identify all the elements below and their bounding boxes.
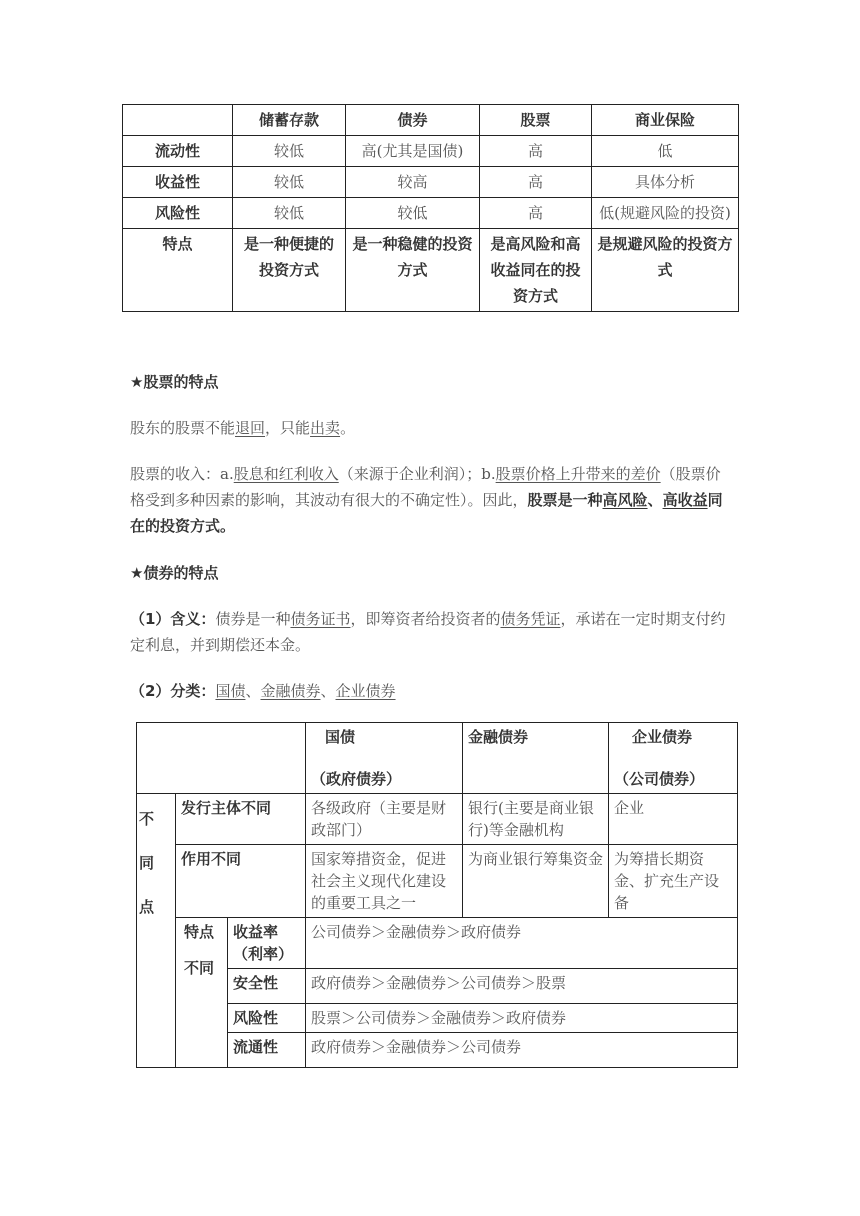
text: （来源于企业利润）；b. (338, 465, 496, 483)
emphasis: 、 (647, 491, 663, 509)
table-cell: 政府债券＞金融债券＞公司债券 (306, 1033, 738, 1068)
table-cell: 高 (480, 167, 592, 198)
text: ，承诺在一定时期支付约定利息，并到期偿还本金。 (130, 610, 726, 654)
table-row (137, 969, 738, 1004)
feature-label-line: 特点 (184, 923, 215, 941)
label: （1）含义： (130, 610, 216, 628)
header-cell (123, 105, 233, 136)
table-cell: 较低 (233, 167, 346, 198)
table-cell: 高(尤其是国债) (346, 136, 480, 167)
bond-paragraph-1 (130, 606, 730, 658)
term: 企业债券 (335, 682, 396, 700)
emphasis: 同在的投资方式。 (130, 491, 723, 535)
header-subtitle: （公司债券） (614, 770, 705, 788)
term: 股息和红利收入 (233, 465, 339, 483)
feature-label-line: 不同 (184, 959, 215, 977)
header-cell: 股票 (480, 105, 592, 136)
bond-comparison-table (136, 722, 738, 1068)
header-subtitle: （政府债券） (311, 770, 402, 788)
text: ，即筹资者给投资者的 (350, 610, 501, 628)
stock-paragraph-1 (130, 415, 730, 441)
stock-paragraph-2 (130, 461, 730, 539)
side-char: 点 (139, 898, 155, 916)
text: ，只能 (265, 419, 311, 437)
side-char: 不 (139, 810, 155, 828)
table-cell: 是一种便捷的投资方式 (233, 229, 346, 312)
table-header-row (123, 105, 739, 136)
term: 债务证书 (290, 610, 351, 628)
table-header-row (137, 723, 738, 794)
row-label: 特点 (123, 229, 233, 312)
row-label: 风险性 (123, 198, 233, 229)
table-cell: 高 (480, 136, 592, 167)
header-cell-financial-bond: 金融债券 (463, 723, 609, 794)
row-label: 安全性 (228, 969, 306, 1004)
header-cell-government-bond (306, 723, 463, 794)
table-cell: 较低 (233, 198, 346, 229)
term: 退回 (235, 419, 266, 437)
row-label: 作用不同 (176, 845, 306, 918)
row-label: 收益率（利率） (228, 918, 306, 969)
side-label-differences (137, 794, 176, 1068)
feature-group-label (176, 918, 228, 1068)
side-char: 同 (139, 854, 155, 872)
term: 出卖 (310, 419, 341, 437)
table-cell: 为商业银行筹集资金 (463, 845, 609, 918)
table-cell: 低(规避风险的投资) (592, 198, 739, 229)
table-cell: 股票＞公司债券＞金融债券＞政府债券 (306, 1004, 738, 1033)
table-cell: 企业 (609, 794, 738, 845)
term: 国债 (215, 682, 246, 700)
table-cell: 是规避风险的投资方式 (592, 229, 739, 312)
table-cell: 低 (592, 136, 739, 167)
term: 金融债券 (260, 682, 321, 700)
row-label: 风险性 (228, 1004, 306, 1033)
table-row (123, 198, 739, 229)
bond-heading: ★债券的特点 (130, 564, 219, 582)
investment-comparison-table (122, 104, 739, 312)
table-cell: 较低 (233, 136, 346, 167)
table-cell: 较低 (346, 198, 480, 229)
header-cell-corporate-bond (609, 723, 738, 794)
text: 、 (245, 682, 261, 700)
table-row (123, 229, 739, 312)
table-cell: 政府债券＞金融债券＞公司债券＞股票 (306, 969, 738, 1004)
text: 股东的股票不能 (130, 419, 236, 437)
table-row (137, 1004, 738, 1033)
term: 高风险 (602, 491, 648, 509)
header-cell: 债券 (346, 105, 480, 136)
row-label: 流动性 (123, 136, 233, 167)
term: 股票价格上升带来的差价 (495, 465, 661, 483)
table-cell: 为筹措长期资金、扩充生产设备 (609, 845, 738, 918)
table-cell: 具体分析 (592, 167, 739, 198)
table-cell: 国家筹措资金，促进社会主义现代化建设的重要工具之一 (306, 845, 463, 918)
row-label: 发行主体不同 (176, 794, 306, 845)
text: 。 (340, 419, 356, 437)
table-row (123, 136, 739, 167)
table-row (137, 845, 738, 918)
table-cell: 银行(主要是商业银行)等金融机构 (463, 794, 609, 845)
table-row (137, 918, 738, 969)
table-cell: 公司债券＞金融债券＞政府债券 (306, 918, 738, 969)
term: 高收益 (662, 491, 708, 509)
header-title: 国债 (325, 728, 356, 746)
text: 、 (320, 682, 336, 700)
table-cell: 是高风险和高收益同在的投资方式 (480, 229, 592, 312)
table-cell: 各级政府（主要是财政部门） (306, 794, 463, 845)
table-row (137, 1033, 738, 1068)
table-row (137, 794, 738, 845)
table-cell: 是一种稳健的投资方式 (346, 229, 480, 312)
header-cell-empty (137, 723, 306, 794)
text: 债券是一种 (215, 610, 291, 628)
table-cell: 高 (480, 198, 592, 229)
label: （2）分类： (130, 682, 216, 700)
row-label: 收益性 (123, 167, 233, 198)
text: 股票的收入：a. (130, 465, 234, 483)
text: （股票价格受到多种因素的影响，其波动有很大的不确定性）。因此， (130, 465, 721, 509)
row-label: 流通性 (228, 1033, 306, 1068)
table-row (123, 167, 739, 198)
term: 债务凭证 (500, 610, 561, 628)
header-title: 企业债券 (632, 728, 693, 746)
header-cell: 储蓄存款 (233, 105, 346, 136)
table-cell: 较高 (346, 167, 480, 198)
emphasis: 股票是一种 (527, 491, 603, 509)
header-cell: 商业保险 (592, 105, 739, 136)
stock-heading: ★股票的特点 (130, 373, 219, 391)
bond-paragraph-2 (130, 678, 730, 704)
